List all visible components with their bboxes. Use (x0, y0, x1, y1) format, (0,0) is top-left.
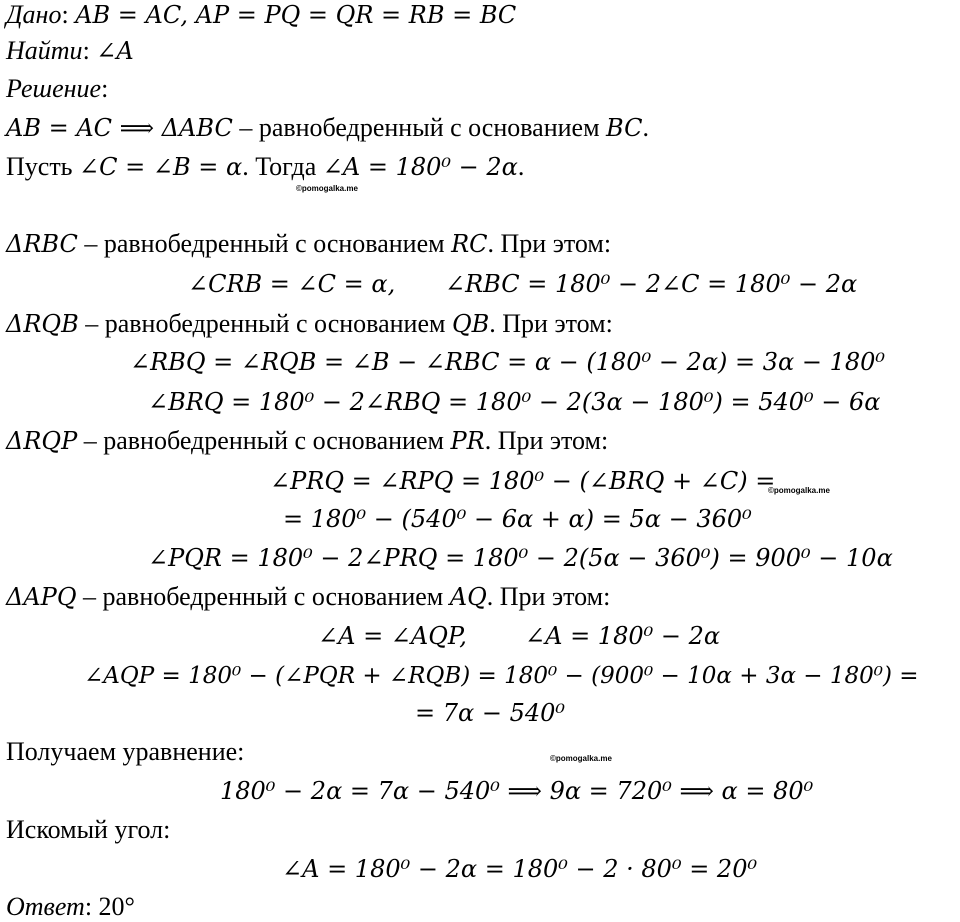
find-label: Найти (6, 36, 83, 65)
step6-eq2: ∠AQP = 180⁰ − (∠PQR + ∠RQB) = 180⁰ − (900⁰ − 10α + 3α − 180⁰) = (84, 663, 919, 689)
watermark: ©pomogalka.me (550, 754, 612, 763)
answer-label: Ответ (6, 892, 85, 921)
step-triangle-rqb (6, 309, 613, 339)
step1-text: – равнобедренный с основанием (232, 113, 607, 142)
step1-base: BC (606, 114, 643, 142)
step3-eq-b: ∠RBC = 180⁰ − 2∠C = 180⁰ − 2α (445, 270, 858, 298)
step5-text: – равнобедренный с основанием (77, 426, 451, 455)
given-expr: AB = AC, AP = PQ = QR = RB = BC (75, 1, 517, 29)
step-isosceles-abc (6, 113, 649, 143)
step2-math1: ∠C = ∠B = α (79, 153, 243, 181)
step5-eq1: ∠PRQ = ∠RPQ = 180⁰ − (∠BRQ + ∠C) = (270, 467, 776, 495)
step6-text: – равнобедренный с основанием (76, 582, 450, 611)
step3-math: ΔRBC (6, 230, 78, 258)
step1-tail: . (642, 113, 649, 142)
step-let-alpha (6, 152, 524, 182)
step3-text: – равнобедренный с основанием (77, 229, 452, 258)
step-triangle-apq (6, 582, 610, 612)
step5-eq2: = 180⁰ − (540⁰ − 6α + α) = 5α − 360⁰ (283, 505, 752, 533)
step5-base: PR (450, 427, 485, 455)
step4-base: QB (451, 310, 490, 338)
given-sep: : (61, 0, 69, 29)
step4-text: – равнобедренный с основанием (78, 309, 452, 338)
step6-math: ΔAPQ (6, 583, 77, 611)
step5-math: ΔRQP (6, 427, 78, 455)
step2-text1: Пусть (6, 152, 80, 181)
step-triangle-rqp (6, 426, 608, 456)
answer-line (6, 892, 135, 922)
main-equation: 180⁰ − 2α = 7α − 540⁰ ⟹ 9α = 720⁰ ⟹ α = 80⁰ (220, 777, 814, 805)
step6-eq1-b: ∠A = 180⁰ − 2α (525, 622, 721, 650)
step3-eq-a: ∠CRB = ∠C = α, (188, 270, 396, 298)
step5-eq3: ∠PQR = 180⁰ − 2∠PRQ = 180⁰ − 2(5α − 360⁰) = 900⁰ − 10α (148, 544, 893, 572)
given-label: Дано (6, 0, 62, 29)
step5-tail: . При этом: (484, 426, 609, 455)
step2-text3: . (517, 152, 525, 181)
step6-eq1-a: ∠A = ∠AQP, (318, 622, 467, 650)
step6-eq3: = 7α − 540⁰ (415, 699, 566, 727)
result-intro: Искомый угол: (6, 815, 171, 844)
answer-value: 20° (92, 892, 135, 921)
step-triangle-rbc (6, 229, 611, 259)
step3-tail: . При этом: (487, 229, 612, 258)
equation-intro: Получаем уравнение: (6, 737, 245, 766)
step4-math: ΔRQB (6, 310, 79, 338)
watermark: ©pomogalka.me (296, 184, 358, 193)
step6-tail: . При этом: (486, 582, 611, 611)
watermark: ©pomogalka.me (768, 486, 830, 495)
step3-base: RC (451, 230, 488, 258)
step1-math: AB = AC ⟹ ΔABC (6, 114, 233, 142)
find-sep: : (82, 36, 90, 65)
find-line (6, 36, 134, 66)
step2-text2: . Тогда (242, 152, 323, 181)
step4-eq1: ∠RBQ = ∠RQB = ∠B − ∠RBC = α − (180⁰ − 2α) = 3α − 180⁰ (130, 348, 886, 376)
step4-tail: . При этом: (489, 309, 613, 338)
step6-base: AQ (449, 583, 487, 611)
find-expr: ∠A (96, 37, 134, 65)
solution-label: Решение (6, 74, 102, 103)
answer-sep: : (84, 892, 93, 921)
given-line (6, 0, 516, 30)
result-equation: ∠A = 180⁰ − 2α = 180⁰ − 2 · 80⁰ = 20⁰ (282, 855, 758, 883)
solution-heading (6, 74, 108, 104)
step4-eq2: ∠BRQ = 180⁰ − 2∠RBQ = 180⁰ − 2(3α − 180⁰) = 540⁰ − 6α (148, 388, 881, 416)
solution-sep: : (101, 74, 109, 103)
step2-math2: ∠A = 180⁰ − 2α (322, 153, 518, 181)
